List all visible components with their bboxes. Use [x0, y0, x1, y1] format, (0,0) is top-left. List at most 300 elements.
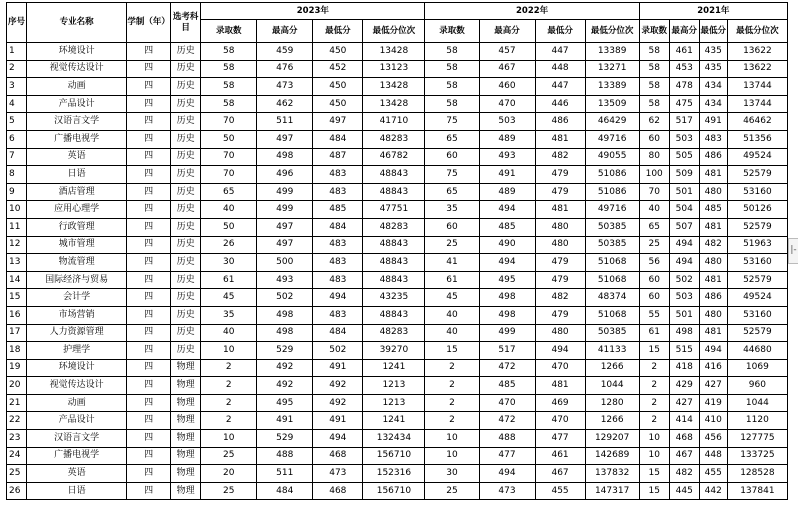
subheader-2022-1: 最高分 — [479, 20, 535, 43]
cell-value: 15 — [639, 482, 669, 500]
cell-value: 2 — [201, 394, 257, 412]
cell-value: 483 — [313, 166, 363, 184]
table-row — [7, 43, 788, 61]
cell-value: 70 — [201, 113, 257, 131]
cell-major: 英语 — [27, 148, 127, 166]
cell-value: 40 — [425, 324, 479, 342]
cell-major: 日语 — [27, 482, 127, 500]
cell-value: 478 — [669, 78, 699, 96]
cell-value: 61 — [201, 271, 257, 289]
cell-value: 497 — [257, 236, 313, 254]
cell-value: 448 — [699, 447, 727, 465]
cell-value: 35 — [201, 306, 257, 324]
cell-value: 448 — [535, 60, 585, 78]
header-year-2021: 2021年 — [639, 3, 787, 20]
cell-value: 493 — [257, 271, 313, 289]
cell-value: 529 — [257, 430, 313, 448]
cell-duration: 四 — [127, 60, 171, 78]
cell-duration: 四 — [127, 95, 171, 113]
cell-seq: 24 — [7, 447, 27, 465]
cell-value: 41133 — [585, 342, 639, 360]
subheader-2021-0: 录取数 — [639, 20, 669, 43]
cell-value: 482 — [535, 148, 585, 166]
cell-value: 46429 — [585, 113, 639, 131]
cell-value: 501 — [669, 306, 699, 324]
cell-value: 492 — [257, 359, 313, 377]
cell-value: 49524 — [727, 148, 787, 166]
cell-value: 25 — [425, 482, 479, 500]
cell-seq: 8 — [7, 166, 27, 184]
cell-value: 133725 — [727, 447, 787, 465]
cell-value: 479 — [535, 166, 585, 184]
cell-value: 429 — [669, 377, 699, 395]
cell-value: 445 — [669, 482, 699, 500]
cell-major: 会计学 — [27, 289, 127, 307]
cell-value: 10 — [425, 447, 479, 465]
table-row — [7, 254, 788, 272]
cell-value: 492 — [313, 377, 363, 395]
side-scroll-tab[interactable]: |- — [788, 238, 798, 264]
cell-value: 483 — [313, 271, 363, 289]
cell-value: 60 — [639, 271, 669, 289]
cell-seq: 12 — [7, 236, 27, 254]
cell-value: 10 — [201, 430, 257, 448]
cell-value: 468 — [669, 430, 699, 448]
cell-value: 13428 — [363, 95, 425, 113]
cell-value: 40 — [201, 201, 257, 219]
cell-value: 504 — [669, 201, 699, 219]
cell-value: 477 — [535, 430, 585, 448]
cell-value: 40 — [425, 306, 479, 324]
cell-value: 462 — [257, 95, 313, 113]
cell-value: 2 — [425, 412, 479, 430]
cell-value: 152316 — [363, 465, 425, 483]
cell-major: 视觉传达设计 — [27, 60, 127, 78]
cell-value: 484 — [313, 324, 363, 342]
cell-subject: 物理 — [171, 482, 201, 500]
cell-value: 502 — [313, 342, 363, 360]
cell-value: 58 — [425, 43, 479, 61]
cell-value: 468 — [313, 482, 363, 500]
cell-value: 53160 — [727, 254, 787, 272]
table-row — [7, 306, 788, 324]
cell-value: 10 — [425, 430, 479, 448]
cell-value: 47751 — [363, 201, 425, 219]
cell-value: 1120 — [727, 412, 787, 430]
table-row — [7, 183, 788, 201]
cell-value: 476 — [257, 60, 313, 78]
cell-major: 应用心理学 — [27, 201, 127, 219]
cell-value: 48843 — [363, 236, 425, 254]
cell-value: 50385 — [585, 236, 639, 254]
table-row — [7, 236, 788, 254]
cell-seq: 6 — [7, 130, 27, 148]
cell-duration: 四 — [127, 324, 171, 342]
cell-subject: 历史 — [171, 201, 201, 219]
cell-value: 470 — [479, 394, 535, 412]
cell-value: 30 — [425, 465, 479, 483]
cell-value: 70 — [201, 148, 257, 166]
cell-value: 511 — [257, 465, 313, 483]
cell-value: 13389 — [585, 78, 639, 96]
cell-value: 48843 — [363, 306, 425, 324]
cell-value: 75 — [425, 113, 479, 131]
cell-value: 456 — [699, 430, 727, 448]
cell-value: 453 — [669, 60, 699, 78]
cell-value: 52579 — [727, 324, 787, 342]
cell-value: 494 — [699, 342, 727, 360]
cell-value: 418 — [669, 359, 699, 377]
cell-value: 450 — [313, 78, 363, 96]
cell-value: 43235 — [363, 289, 425, 307]
header-seq: 序号 — [7, 3, 27, 43]
cell-value: 132434 — [363, 430, 425, 448]
cell-value: 2 — [425, 377, 479, 395]
subheader-2023-0: 录取数 — [201, 20, 257, 43]
cell-value: 50126 — [727, 201, 787, 219]
cell-value: 480 — [535, 324, 585, 342]
cell-major: 产品设计 — [27, 95, 127, 113]
table-row — [7, 359, 788, 377]
cell-seq: 20 — [7, 377, 27, 395]
cell-value: 503 — [669, 130, 699, 148]
cell-value: 13509 — [585, 95, 639, 113]
cell-value: 492 — [257, 377, 313, 395]
cell-seq: 7 — [7, 148, 27, 166]
cell-value: 494 — [313, 430, 363, 448]
cell-subject: 历史 — [171, 218, 201, 236]
cell-major: 环境设计 — [27, 43, 127, 61]
cell-value: 60 — [639, 130, 669, 148]
cell-value: 500 — [257, 254, 313, 272]
cell-seq: 4 — [7, 95, 27, 113]
cell-value: 501 — [669, 183, 699, 201]
cell-seq: 1 — [7, 43, 27, 61]
cell-value: 483 — [313, 183, 363, 201]
cell-major: 环境设计 — [27, 359, 127, 377]
cell-value: 442 — [699, 482, 727, 500]
cell-seq: 11 — [7, 218, 27, 236]
cell-value: 480 — [535, 236, 585, 254]
cell-value: 60 — [425, 148, 479, 166]
cell-value: 60 — [425, 218, 479, 236]
cell-major: 国际经济与贸易 — [27, 271, 127, 289]
cell-value: 46462 — [727, 113, 787, 131]
table-row — [7, 430, 788, 448]
cell-value: 486 — [699, 289, 727, 307]
subheader-2021-3: 最低分位次 — [727, 20, 787, 43]
cell-seq: 23 — [7, 430, 27, 448]
cell-value: 499 — [257, 201, 313, 219]
subheader-2023-2: 最低分 — [313, 20, 363, 43]
cell-value: 467 — [479, 60, 535, 78]
cell-major: 护理学 — [27, 342, 127, 360]
cell-value: 499 — [257, 183, 313, 201]
cell-value: 494 — [535, 342, 585, 360]
cell-value: 461 — [535, 447, 585, 465]
cell-value: 53160 — [727, 183, 787, 201]
cell-value: 15 — [639, 465, 669, 483]
cell-value: 58 — [201, 95, 257, 113]
cell-value: 529 — [257, 342, 313, 360]
cell-major: 行政管理 — [27, 218, 127, 236]
cell-value: 460 — [479, 78, 535, 96]
cell-major: 人力资源管理 — [27, 324, 127, 342]
cell-value: 416 — [699, 359, 727, 377]
cell-seq: 2 — [7, 60, 27, 78]
cell-value: 10 — [639, 447, 669, 465]
cell-value: 2 — [425, 394, 479, 412]
cell-major: 汉语言文学 — [27, 113, 127, 131]
cell-duration: 四 — [127, 465, 171, 483]
cell-value: 2 — [639, 412, 669, 430]
cell-duration: 四 — [127, 254, 171, 272]
cell-subject: 历史 — [171, 342, 201, 360]
cell-seq: 10 — [7, 201, 27, 219]
cell-value: 472 — [479, 412, 535, 430]
cell-major: 广播电视学 — [27, 447, 127, 465]
cell-value: 58 — [201, 43, 257, 61]
cell-value: 502 — [669, 271, 699, 289]
cell-seq: 14 — [7, 271, 27, 289]
cell-value: 494 — [479, 254, 535, 272]
table-row — [7, 482, 788, 500]
cell-value: 483 — [313, 254, 363, 272]
cell-value: 480 — [699, 254, 727, 272]
cell-subject: 历史 — [171, 95, 201, 113]
cell-duration: 四 — [127, 271, 171, 289]
cell-subject: 历史 — [171, 289, 201, 307]
cell-value: 457 — [479, 43, 535, 61]
cell-value: 46782 — [363, 148, 425, 166]
table-row — [7, 166, 788, 184]
cell-value: 60 — [639, 289, 669, 307]
subheader-2021-2: 最低分 — [699, 20, 727, 43]
cell-major: 酒店管理 — [27, 183, 127, 201]
cell-major: 动画 — [27, 78, 127, 96]
cell-value: 50 — [201, 130, 257, 148]
cell-value: 507 — [669, 218, 699, 236]
cell-value: 517 — [669, 113, 699, 131]
subheader-2022-3: 最低分位次 — [585, 20, 639, 43]
cell-value: 450 — [313, 43, 363, 61]
cell-value: 498 — [479, 306, 535, 324]
cell-value: 498 — [257, 148, 313, 166]
cell-value: 483 — [313, 306, 363, 324]
cell-value: 51068 — [585, 306, 639, 324]
admission-table — [6, 2, 788, 500]
cell-value: 137841 — [727, 482, 787, 500]
cell-value: 51068 — [585, 254, 639, 272]
cell-value: 490 — [479, 236, 535, 254]
cell-value: 127775 — [727, 430, 787, 448]
cell-value: 58 — [201, 60, 257, 78]
cell-seq: 22 — [7, 412, 27, 430]
cell-subject: 历史 — [171, 166, 201, 184]
cell-value: 25 — [639, 236, 669, 254]
cell-major: 产品设计 — [27, 412, 127, 430]
cell-duration: 四 — [127, 236, 171, 254]
cell-subject: 物理 — [171, 412, 201, 430]
cell-value: 2 — [639, 394, 669, 412]
cell-value: 503 — [669, 289, 699, 307]
cell-value: 455 — [699, 465, 727, 483]
cell-value: 48283 — [363, 324, 425, 342]
cell-value: 1241 — [363, 359, 425, 377]
cell-value: 427 — [699, 377, 727, 395]
cell-value: 13123 — [363, 60, 425, 78]
cell-value: 48843 — [363, 166, 425, 184]
cell-value: 480 — [699, 306, 727, 324]
header-duration: 学制（年） — [127, 3, 171, 43]
cell-value: 48843 — [363, 183, 425, 201]
cell-value: 480 — [699, 183, 727, 201]
cell-value: 1241 — [363, 412, 425, 430]
cell-value: 489 — [479, 130, 535, 148]
cell-value: 450 — [313, 95, 363, 113]
cell-value: 52579 — [727, 166, 787, 184]
header-year-2023: 2023年 — [201, 3, 425, 20]
cell-value: 486 — [699, 148, 727, 166]
cell-seq: 9 — [7, 183, 27, 201]
cell-value: 48843 — [363, 271, 425, 289]
cell-duration: 四 — [127, 43, 171, 61]
cell-value: 1266 — [585, 359, 639, 377]
table-row — [7, 60, 788, 78]
cell-value: 156710 — [363, 447, 425, 465]
subheader-2022-0: 录取数 — [425, 20, 479, 43]
cell-value: 58 — [425, 78, 479, 96]
cell-duration: 四 — [127, 130, 171, 148]
cell-value: 1044 — [727, 394, 787, 412]
cell-value: 13389 — [585, 43, 639, 61]
cell-duration: 四 — [127, 430, 171, 448]
cell-value: 58 — [639, 60, 669, 78]
cell-value: 488 — [257, 447, 313, 465]
cell-value: 58 — [639, 78, 669, 96]
cell-value: 52579 — [727, 271, 787, 289]
cell-value: 58 — [639, 95, 669, 113]
cell-value: 45 — [201, 289, 257, 307]
cell-value: 58 — [425, 95, 479, 113]
cell-value: 1213 — [363, 377, 425, 395]
cell-value: 481 — [535, 201, 585, 219]
cell-value: 470 — [479, 95, 535, 113]
cell-value: 80 — [639, 148, 669, 166]
cell-value: 496 — [257, 166, 313, 184]
cell-value: 435 — [699, 43, 727, 61]
cell-value: 494 — [669, 254, 699, 272]
cell-major: 城市管理 — [27, 236, 127, 254]
cell-value: 498 — [669, 324, 699, 342]
cell-seq: 3 — [7, 78, 27, 96]
cell-value: 51086 — [585, 183, 639, 201]
cell-value: 498 — [257, 306, 313, 324]
cell-value: 128528 — [727, 465, 787, 483]
cell-value: 467 — [669, 447, 699, 465]
cell-value: 35 — [425, 201, 479, 219]
cell-value: 52579 — [727, 218, 787, 236]
cell-value: 446 — [535, 95, 585, 113]
cell-value: 15 — [639, 342, 669, 360]
cell-value: 13428 — [363, 43, 425, 61]
cell-value: 497 — [313, 113, 363, 131]
cell-value: 495 — [257, 394, 313, 412]
cell-major: 英语 — [27, 465, 127, 483]
cell-duration: 四 — [127, 377, 171, 395]
cell-subject: 历史 — [171, 271, 201, 289]
cell-value: 447 — [535, 78, 585, 96]
cell-duration: 四 — [127, 359, 171, 377]
cell-value: 13744 — [727, 78, 787, 96]
cell-value: 473 — [313, 465, 363, 483]
cell-value: 482 — [699, 236, 727, 254]
table-row — [7, 78, 788, 96]
cell-value: 511 — [257, 113, 313, 131]
table-row — [7, 342, 788, 360]
cell-value: 481 — [535, 377, 585, 395]
subheader-2023-3: 最低分位次 — [363, 20, 425, 43]
cell-value: 51086 — [585, 166, 639, 184]
cell-value: 58 — [201, 78, 257, 96]
cell-value: 491 — [257, 412, 313, 430]
cell-value: 486 — [535, 113, 585, 131]
cell-value: 498 — [257, 324, 313, 342]
cell-duration: 四 — [127, 447, 171, 465]
cell-value: 481 — [535, 130, 585, 148]
cell-value: 20 — [201, 465, 257, 483]
cell-value: 484 — [313, 130, 363, 148]
cell-value: 498 — [479, 289, 535, 307]
cell-value: 51356 — [727, 130, 787, 148]
cell-value: 495 — [479, 271, 535, 289]
cell-subject: 历史 — [171, 183, 201, 201]
cell-value: 467 — [535, 465, 585, 483]
cell-value: 2 — [201, 359, 257, 377]
cell-value: 499 — [479, 324, 535, 342]
cell-value: 485 — [479, 377, 535, 395]
cell-value: 483 — [699, 130, 727, 148]
cell-value: 100 — [639, 166, 669, 184]
cell-value: 419 — [699, 394, 727, 412]
cell-value: 468 — [313, 447, 363, 465]
cell-value: 26 — [201, 236, 257, 254]
cell-duration: 四 — [127, 482, 171, 500]
table-row — [7, 447, 788, 465]
cell-value: 494 — [669, 236, 699, 254]
cell-value: 53160 — [727, 306, 787, 324]
cell-value: 2 — [201, 377, 257, 395]
cell-subject: 历史 — [171, 60, 201, 78]
cell-value: 13428 — [363, 78, 425, 96]
cell-value: 479 — [535, 306, 585, 324]
cell-value: 40 — [639, 201, 669, 219]
cell-subject: 历史 — [171, 113, 201, 131]
cell-value: 13271 — [585, 60, 639, 78]
table-row — [7, 412, 788, 430]
cell-value: 492 — [313, 394, 363, 412]
cell-duration: 四 — [127, 113, 171, 131]
cell-value: 482 — [669, 465, 699, 483]
cell-value: 45 — [425, 289, 479, 307]
cell-value: 452 — [313, 60, 363, 78]
cell-value: 41710 — [363, 113, 425, 131]
cell-value: 479 — [535, 254, 585, 272]
cell-value: 156710 — [363, 482, 425, 500]
cell-subject: 历史 — [171, 324, 201, 342]
header-year-2022: 2022年 — [425, 3, 639, 20]
cell-value: 503 — [479, 113, 535, 131]
